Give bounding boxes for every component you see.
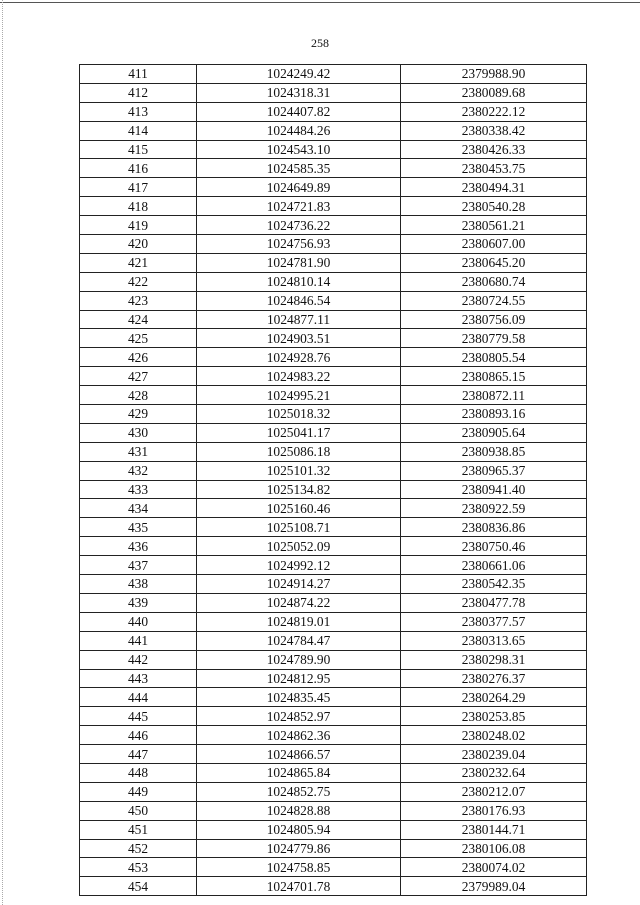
point-number-cell: 448 (80, 763, 197, 782)
y-coordinate-cell: 2380253.85 (401, 707, 587, 726)
table-row (80, 310, 587, 329)
y-coordinate-cell: 2380540.28 (401, 197, 587, 216)
x-coordinate-cell: 1025041.17 (197, 423, 401, 442)
point-number-cell: 442 (80, 650, 197, 669)
y-coordinate-cell: 2380239.04 (401, 745, 587, 764)
y-coordinate-cell: 2380338.42 (401, 121, 587, 140)
y-coordinate-cell: 2379989.04 (401, 877, 587, 896)
x-coordinate-cell: 1025108.71 (197, 518, 401, 537)
y-coordinate-cell: 2380872.11 (401, 386, 587, 405)
y-coordinate-cell: 2380232.64 (401, 763, 587, 782)
x-coordinate-cell: 1024736.22 (197, 216, 401, 235)
y-coordinate-cell: 2380922.59 (401, 499, 587, 518)
table-row (80, 423, 587, 442)
x-coordinate-cell: 1024874.22 (197, 593, 401, 612)
point-number-cell: 420 (80, 235, 197, 254)
x-coordinate-cell: 1024928.76 (197, 348, 401, 367)
x-coordinate-cell: 1024810.14 (197, 272, 401, 291)
y-coordinate-cell: 2380212.07 (401, 782, 587, 801)
point-number-cell: 437 (80, 556, 197, 575)
left-page-edge (2, 0, 3, 905)
y-coordinate-cell: 2380938.85 (401, 442, 587, 461)
table-row (80, 367, 587, 386)
point-number-cell: 425 (80, 329, 197, 348)
table-row (80, 745, 587, 764)
point-number-cell: 416 (80, 159, 197, 178)
x-coordinate-cell: 1025052.09 (197, 537, 401, 556)
x-coordinate-cell: 1024852.97 (197, 707, 401, 726)
x-coordinate-cell: 1024585.35 (197, 159, 401, 178)
table-row (80, 178, 587, 197)
x-coordinate-cell: 1024812.95 (197, 669, 401, 688)
point-number-cell: 422 (80, 272, 197, 291)
page-number: 258 (311, 36, 329, 50)
y-coordinate-cell: 2380176.93 (401, 801, 587, 820)
y-coordinate-cell: 2380779.58 (401, 329, 587, 348)
table-row (80, 669, 587, 688)
x-coordinate-cell: 1024914.27 (197, 575, 401, 594)
table-row (80, 329, 587, 348)
table-row (80, 272, 587, 291)
y-coordinate-cell: 2380965.37 (401, 461, 587, 480)
point-number-cell: 450 (80, 801, 197, 820)
x-coordinate-cell: 1024701.78 (197, 877, 401, 896)
point-number-cell: 454 (80, 877, 197, 896)
table-row (80, 858, 587, 877)
point-number-cell: 445 (80, 707, 197, 726)
table-row (80, 839, 587, 858)
point-number-cell: 428 (80, 386, 197, 405)
x-coordinate-cell: 1024649.89 (197, 178, 401, 197)
y-coordinate-cell: 2380106.08 (401, 839, 587, 858)
y-coordinate-cell: 2380905.64 (401, 423, 587, 442)
y-coordinate-cell: 2380276.37 (401, 669, 587, 688)
table-row (80, 235, 587, 254)
table-row (80, 348, 587, 367)
table-row (80, 612, 587, 631)
point-number-cell: 431 (80, 442, 197, 461)
x-coordinate-cell: 1024903.51 (197, 329, 401, 348)
y-coordinate-cell: 2380074.02 (401, 858, 587, 877)
x-coordinate-cell: 1024866.57 (197, 745, 401, 764)
point-number-cell: 426 (80, 348, 197, 367)
y-coordinate-cell: 2380298.31 (401, 650, 587, 669)
table-row (80, 216, 587, 235)
x-coordinate-cell: 1024721.83 (197, 197, 401, 216)
point-number-cell: 435 (80, 518, 197, 537)
point-number-cell: 411 (80, 65, 197, 84)
point-number-cell: 439 (80, 593, 197, 612)
point-number-cell: 446 (80, 726, 197, 745)
point-number-cell: 427 (80, 367, 197, 386)
table-row (80, 877, 587, 896)
y-coordinate-cell: 2380750.46 (401, 537, 587, 556)
y-coordinate-cell: 2379988.90 (401, 65, 587, 84)
y-coordinate-cell: 2380542.35 (401, 575, 587, 594)
top-border-line (0, 2, 640, 3)
y-coordinate-cell: 2380248.02 (401, 726, 587, 745)
table-row (80, 820, 587, 839)
y-coordinate-cell: 2380313.65 (401, 631, 587, 650)
x-coordinate-cell: 1024877.11 (197, 310, 401, 329)
x-coordinate-cell: 1024805.94 (197, 820, 401, 839)
y-coordinate-cell: 2380756.09 (401, 310, 587, 329)
y-coordinate-cell: 2380661.06 (401, 556, 587, 575)
x-coordinate-cell: 1024756.93 (197, 235, 401, 254)
table-row (80, 291, 587, 310)
table-row (80, 65, 587, 84)
point-number-cell: 415 (80, 140, 197, 159)
point-number-cell: 441 (80, 631, 197, 650)
table-row (80, 121, 587, 140)
table-row (80, 405, 587, 424)
table-row (80, 140, 587, 159)
y-coordinate-cell: 2380941.40 (401, 480, 587, 499)
y-coordinate-cell: 2380645.20 (401, 253, 587, 272)
table-row (80, 688, 587, 707)
point-number-cell: 418 (80, 197, 197, 216)
point-number-cell: 453 (80, 858, 197, 877)
x-coordinate-cell: 1024995.21 (197, 386, 401, 405)
table-row (80, 726, 587, 745)
x-coordinate-cell: 1024828.88 (197, 801, 401, 820)
y-coordinate-cell: 2380836.86 (401, 518, 587, 537)
point-number-cell: 443 (80, 669, 197, 688)
x-coordinate-cell: 1025101.32 (197, 461, 401, 480)
point-number-cell: 413 (80, 102, 197, 121)
point-number-cell: 417 (80, 178, 197, 197)
point-number-cell: 419 (80, 216, 197, 235)
y-coordinate-cell: 2380724.55 (401, 291, 587, 310)
y-coordinate-cell: 2380089.68 (401, 83, 587, 102)
coordinates-table (79, 64, 587, 896)
y-coordinate-cell: 2380494.31 (401, 178, 587, 197)
y-coordinate-cell: 2380264.29 (401, 688, 587, 707)
table-row (80, 593, 587, 612)
y-coordinate-cell: 2380893.16 (401, 405, 587, 424)
point-number-cell: 449 (80, 782, 197, 801)
table-row (80, 253, 587, 272)
y-coordinate-cell: 2380680.74 (401, 272, 587, 291)
y-coordinate-cell: 2380607.00 (401, 235, 587, 254)
x-coordinate-cell: 1024983.22 (197, 367, 401, 386)
table-row (80, 763, 587, 782)
x-coordinate-cell: 1024852.75 (197, 782, 401, 801)
x-coordinate-cell: 1024862.36 (197, 726, 401, 745)
x-coordinate-cell: 1025086.18 (197, 442, 401, 461)
table-row (80, 707, 587, 726)
point-number-cell: 429 (80, 405, 197, 424)
x-coordinate-cell: 1025134.82 (197, 480, 401, 499)
table-row (80, 197, 587, 216)
point-number-cell: 433 (80, 480, 197, 499)
table-row (80, 480, 587, 499)
y-coordinate-cell: 2380453.75 (401, 159, 587, 178)
table-row (80, 102, 587, 121)
x-coordinate-cell: 1024992.12 (197, 556, 401, 575)
table-row (80, 442, 587, 461)
x-coordinate-cell: 1024789.90 (197, 650, 401, 669)
table-row (80, 650, 587, 669)
point-number-cell: 412 (80, 83, 197, 102)
x-coordinate-cell: 1025018.32 (197, 405, 401, 424)
point-number-cell: 423 (80, 291, 197, 310)
x-coordinate-cell: 1024846.54 (197, 291, 401, 310)
x-coordinate-cell: 1024779.86 (197, 839, 401, 858)
x-coordinate-cell: 1024484.26 (197, 121, 401, 140)
point-number-cell: 432 (80, 461, 197, 480)
table-row (80, 461, 587, 480)
table-row (80, 801, 587, 820)
y-coordinate-cell: 2380222.12 (401, 102, 587, 121)
point-number-cell: 421 (80, 253, 197, 272)
point-number-cell: 444 (80, 688, 197, 707)
coordinates-table-body (80, 65, 587, 896)
x-coordinate-cell: 1024835.45 (197, 688, 401, 707)
y-coordinate-cell: 2380561.21 (401, 216, 587, 235)
table-row (80, 386, 587, 405)
y-coordinate-cell: 2380144.71 (401, 820, 587, 839)
point-number-cell: 452 (80, 839, 197, 858)
table-row (80, 499, 587, 518)
x-coordinate-cell: 1024865.84 (197, 763, 401, 782)
x-coordinate-cell: 1024249.42 (197, 65, 401, 84)
x-coordinate-cell: 1024407.82 (197, 102, 401, 121)
point-number-cell: 440 (80, 612, 197, 631)
table-row (80, 782, 587, 801)
table-row (80, 575, 587, 594)
point-number-cell: 451 (80, 820, 197, 839)
x-coordinate-cell: 1024543.10 (197, 140, 401, 159)
y-coordinate-cell: 2380377.57 (401, 612, 587, 631)
x-coordinate-cell: 1024318.31 (197, 83, 401, 102)
point-number-cell: 447 (80, 745, 197, 764)
x-coordinate-cell: 1024758.85 (197, 858, 401, 877)
table-row (80, 83, 587, 102)
x-coordinate-cell: 1024819.01 (197, 612, 401, 631)
table-row (80, 537, 587, 556)
x-coordinate-cell: 1024781.90 (197, 253, 401, 272)
table-row (80, 518, 587, 537)
point-number-cell: 430 (80, 423, 197, 442)
point-number-cell: 436 (80, 537, 197, 556)
y-coordinate-cell: 2380477.78 (401, 593, 587, 612)
point-number-cell: 414 (80, 121, 197, 140)
y-coordinate-cell: 2380865.15 (401, 367, 587, 386)
x-coordinate-cell: 1025160.46 (197, 499, 401, 518)
table-row (80, 631, 587, 650)
y-coordinate-cell: 2380805.54 (401, 348, 587, 367)
point-number-cell: 434 (80, 499, 197, 518)
point-number-cell: 424 (80, 310, 197, 329)
y-coordinate-cell: 2380426.33 (401, 140, 587, 159)
table-row (80, 159, 587, 178)
point-number-cell: 438 (80, 575, 197, 594)
x-coordinate-cell: 1024784.47 (197, 631, 401, 650)
table-row (80, 556, 587, 575)
